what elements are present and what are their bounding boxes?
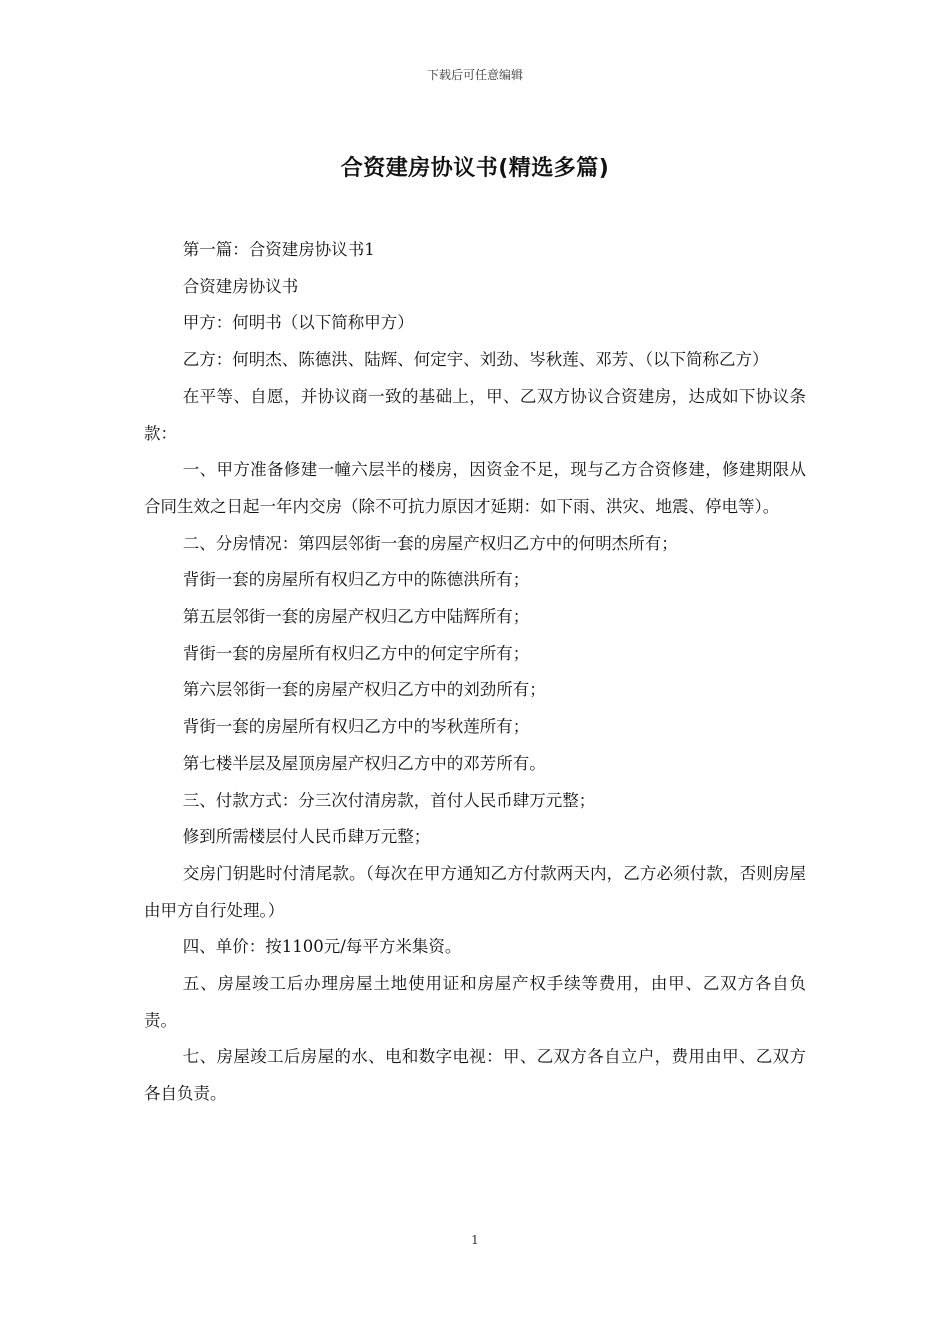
paragraph-clause-7: 七、房屋竣工后房屋的水、电和数字电视：甲、乙双方各自立户，费用由甲、乙双方各自负责。 xyxy=(144,1047,806,1104)
page-number: 1 xyxy=(471,1233,479,1247)
paragraph-clause-2-item: 背街一套的房屋所有权归乙方中的岑秋莲所有； xyxy=(182,717,530,737)
paragraph-clause-2-item: 背街一套的房屋所有权归乙方中的陈德洪所有； xyxy=(182,570,530,590)
document-body xyxy=(144,232,806,1113)
paragraph-clause-2-item: 第五层邻街一套的房屋产权归乙方中陆辉所有； xyxy=(182,607,530,627)
header-note: 下载后可任意编辑 xyxy=(426,68,523,82)
paragraph-clause-3: 三、付款方式：分三次付清房款，首付人民币肆万元整； xyxy=(182,790,596,810)
document-title: 合资建房协议书(精选多篇) xyxy=(340,156,610,181)
paragraph-clause-1: 一、甲方准备修建一幢六层半的楼房，因资金不足，现与乙方合资修建，修建期限从合同生效之日起一年内交房（除不可抗力原因才延期：如下雨、洪灾、地震、停电等）。 xyxy=(144,460,806,516)
paragraph-clause-3-item: 修到所需楼层付人民币肆万元整； xyxy=(182,827,431,847)
paragraph-preamble: 在平等、自愿，并协议商一致的基础上，甲、乙双方协议合资建房，达成如下协议条款： xyxy=(144,386,806,443)
paragraph-clause-2-item: 背街一套的房屋所有权归乙方中的何定宇所有； xyxy=(182,643,530,663)
paragraph-clause-2-item: 第六层邻街一套的房屋产权归乙方中的刘劲所有； xyxy=(182,680,546,700)
paragraph-clause-5: 五、房屋竣工后办理房屋土地使用证和房屋产权手续等费用，由甲、乙双方各自负责。 xyxy=(144,974,806,1030)
paragraph-agreement-name: 合资建房协议书 xyxy=(182,276,299,296)
paragraph-clause-2: 二、分房情况：第四层邻街一套的房屋产权归乙方中的何明杰所有； xyxy=(182,533,678,553)
paragraph-party-b: 乙方：何明杰、陈德洪、陆辉、何定宇、刘劲、岑秋莲、邓芳、（以下简称乙方） xyxy=(182,350,769,370)
paragraph-clause-4: 四、单价：按1100元/每平方米集资。 xyxy=(182,937,462,957)
paragraph-party-a: 甲方：何明书（以下简称甲方） xyxy=(182,313,414,333)
paragraph-clause-3-item: 交房门钥匙时付清尾款。（每次在甲方通知乙方付款两天内，乙方必须付款，否则房屋由甲方自行处理。） xyxy=(144,863,806,920)
paragraph-section-heading: 第一篇：合资建房协议书1 xyxy=(182,240,375,259)
paragraph-clause-2-item: 第七楼半层及屋顶房屋产权归乙方中的邓芳所有。 xyxy=(182,753,546,773)
